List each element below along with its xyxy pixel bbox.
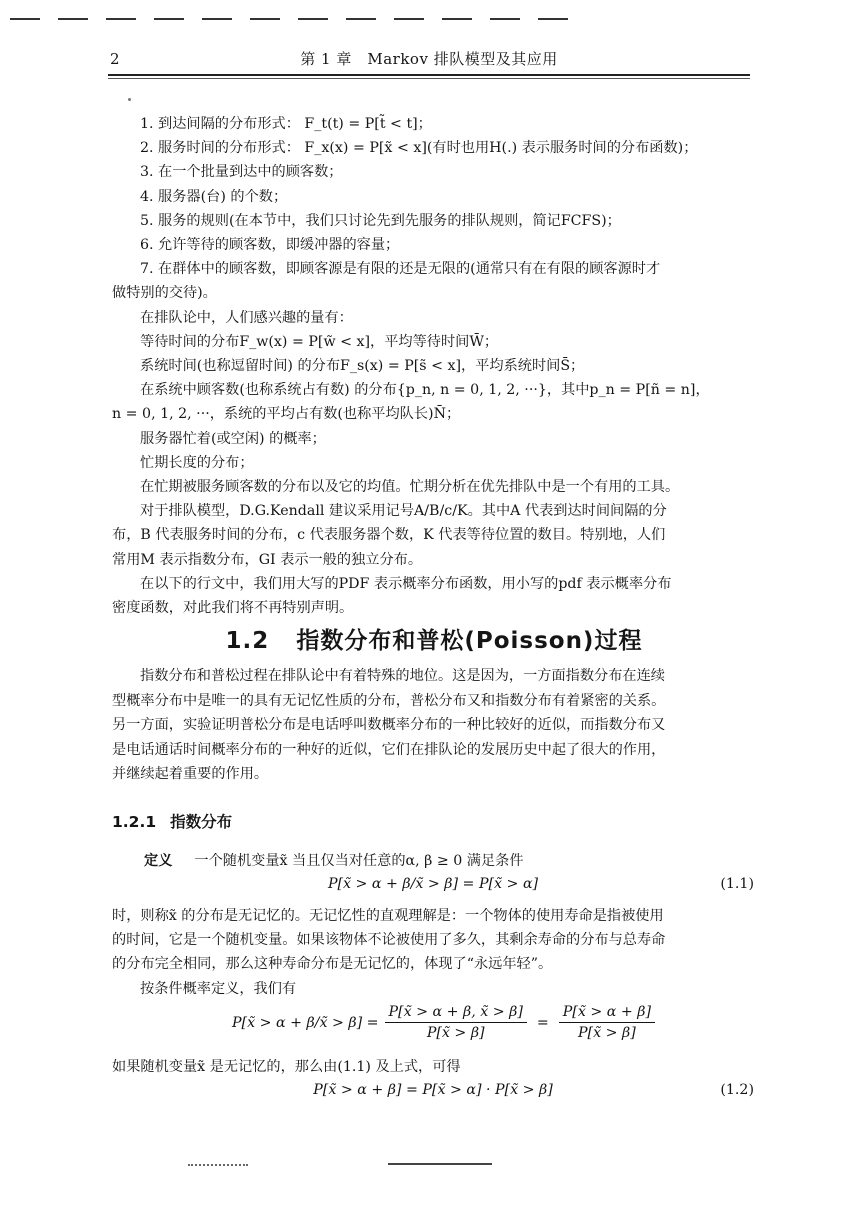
footer-scan-marks xyxy=(188,1164,248,1168)
conditional-probability-equation xyxy=(232,1004,661,1041)
notation-line: 在以下的行文中，我们用大写的PDF 表示概率分布函数，用小写的pdf 表示概率分布 xyxy=(140,575,672,592)
top-scan-dashes xyxy=(10,18,568,20)
page-number: 2 xyxy=(110,50,120,68)
section-intro-line: 另一方面，实验证明普松分布是电话呼叫数概率分布的一种比较好的近似，而指数分布又 xyxy=(112,717,666,734)
scan-dash xyxy=(106,18,136,20)
subsection-number: 1.2.1 xyxy=(112,813,157,831)
notation-line: 密度函数，对此我们将不再特别声明。 xyxy=(112,600,354,617)
list-item: 4. 服务器(台) 的个数； xyxy=(140,188,288,205)
scan-dash xyxy=(154,18,184,20)
header-rule xyxy=(108,74,750,76)
interest-busy-served: 在忙期被服务顾客数的分布以及它的均值。忙期分析在优先排队中是一个有用的工具。 xyxy=(140,479,680,496)
interest-system-time: 系统时间(也称逗留时间) 的分布F_s(x) = P[s̃ < x]，平均系统时间S̄； xyxy=(140,358,585,375)
interest-waiting: 等待时间的分布F_w(x) = P[w̃ < x]，平均等待时间W̄； xyxy=(140,333,499,350)
section-intro-line: 是电话通话时间概率分布的一种好的近似，它们在排队论的发展历史中起了很大的作用， xyxy=(112,741,666,758)
fraction-1 xyxy=(385,1004,527,1041)
section-number: 1.2 xyxy=(225,628,270,654)
list-item-7-cont: 做特别的交待)。 xyxy=(112,285,217,302)
equation-lhs: P[x̃ > α + β/x̃ > β] = xyxy=(232,1014,379,1031)
running-title: 第 1 章 Markov 排队模型及其应用 xyxy=(300,50,558,68)
scan-dash xyxy=(394,18,424,20)
definition-line xyxy=(144,850,524,870)
equals-sign: = xyxy=(536,1014,549,1031)
list-item: 3. 在一个批量到达中的顾客数； xyxy=(140,164,343,181)
list-item-7: 7. 在群体中的顾客数，即顾客源是有限的还是无限的(通常只有在有限的顾客源时才 xyxy=(140,261,661,278)
section-intro-line: 型概率分布中是唯一的具有无记忆性质的分布，普松分布又和指数分布有着紧密的关系。 xyxy=(112,692,666,709)
conditional-intro: 按条件概率定义，我们有 xyxy=(140,980,297,997)
equation-tag: (1.2) xyxy=(720,1082,754,1098)
equation-1-2 xyxy=(112,1082,754,1106)
equation-1-1 xyxy=(112,876,754,900)
interest-intro: 在排队论中，人们感兴趣的量有： xyxy=(140,309,353,326)
scan-dash xyxy=(250,18,280,20)
memoryless-line: 时，则称x̃ 的分布是无记忆的。无记忆性的直观理解是：一个物体的使用寿命是指被使用 xyxy=(112,908,664,924)
header-rule-thin xyxy=(108,78,750,79)
fraction-1-numerator: P[x̃ > α + β, x̃ > β] xyxy=(385,1004,527,1023)
page-header xyxy=(108,46,750,76)
scan-dash xyxy=(442,18,472,20)
fraction-1-denominator: P[x̃ > β] xyxy=(426,1025,485,1041)
definition-keyword: 定义 xyxy=(144,853,173,869)
intro-body xyxy=(112,112,754,620)
subsection-title: 指数分布 xyxy=(170,813,233,831)
list-item: 2. 服务时间的分布形式： F_x(x) = P[x̃ < x](有时也用H(.) 表示服务时间的分布函数)； xyxy=(140,140,698,157)
scan-dash xyxy=(202,18,232,20)
equation-tag: (1.1) xyxy=(720,876,754,892)
interest-busy-length: 忙期长度的分布； xyxy=(140,454,254,471)
scan-dash xyxy=(490,18,520,20)
footer-rule xyxy=(388,1163,492,1165)
scan-dash xyxy=(298,18,328,20)
scan-dash xyxy=(346,18,376,20)
fraction-2-numerator: P[x̃ > α + β] xyxy=(559,1004,655,1023)
fraction-2-denominator: P[x̃ > β] xyxy=(578,1025,636,1041)
section-intro-line: 指数分布和普松过程在排队论中有着特殊的地位。这是因为，一方面指数分布在连续 xyxy=(140,668,665,684)
list-item: 5. 服务的规则(在本节中，我们只讨论先到先服务的排队规则，简记FCFS)； xyxy=(140,212,621,229)
memoryless-paragraph xyxy=(112,904,754,1001)
scan-dash xyxy=(58,18,88,20)
fraction-2 xyxy=(559,1004,655,1041)
memoryless-line: 的时间，它是一个随机变量。如果该物体不论被使用了多久，其剩余寿命的分布与总寿命 xyxy=(112,932,666,949)
scan-speck xyxy=(128,98,131,101)
equation-expression: P[x̃ > α + β] = P[x̃ > α] · P[x̃ > β] xyxy=(313,1082,553,1098)
section-intro-line: 并继续起着重要的作用。 xyxy=(112,766,269,783)
equation-expression: P[x̃ > α + β/x̃ > β] = P[x̃ > α] xyxy=(327,876,539,892)
list-item: 1. 到达间隔的分布形式： F_t(t) = P[t̃ < t]； xyxy=(140,116,432,132)
kendall-line: 常用M 表示指数分布，GI 表示一般的独立分布。 xyxy=(112,551,423,568)
memoryless-line: 的分布完全相同，那么这种寿命分布是无记忆的，体现了“永远年轻”。 xyxy=(112,956,553,973)
list-item: 6. 允许等待的顾客数，即缓冲器的容量； xyxy=(140,237,400,254)
section-title-text: 指数分布和普松(Poisson)过程 xyxy=(296,628,643,654)
definition-text: 一个随机变量x̃ 当且仅当对任意的α, β ≥ 0 满足条件 xyxy=(194,853,524,869)
subsection-heading xyxy=(112,810,232,832)
kendall-line: 对于排队模型，D.G.Kendall 建议采用记号A/B/c/K。其中A 代表到达时间间隔的分 xyxy=(140,503,667,520)
scan-dash xyxy=(538,18,568,20)
interest-customers: 在系统中顾客数(也称系统占有数) 的分布{p_n, n = 0, 1, 2, ···}，其中p_n = P[ñ = n]， xyxy=(140,382,710,399)
section-intro xyxy=(112,664,754,787)
interest-customers-cont: n = 0, 1, 2, ···，系统的平均占有数(也称平均队长)N̄； xyxy=(112,406,461,423)
section-heading xyxy=(0,622,868,655)
scan-dash xyxy=(10,18,40,20)
kendall-line: 布，B 代表服务时间的分布，c 代表服务器个数，K 代表等待位置的数目。特别地，人们 xyxy=(112,527,666,544)
interest-busy-prob: 服务器忙着(或空闲) 的概率； xyxy=(140,430,326,447)
derivation-text: 如果随机变量x̃ 是无记忆的，那么由(1.1) 及上式，可得 xyxy=(112,1059,461,1075)
